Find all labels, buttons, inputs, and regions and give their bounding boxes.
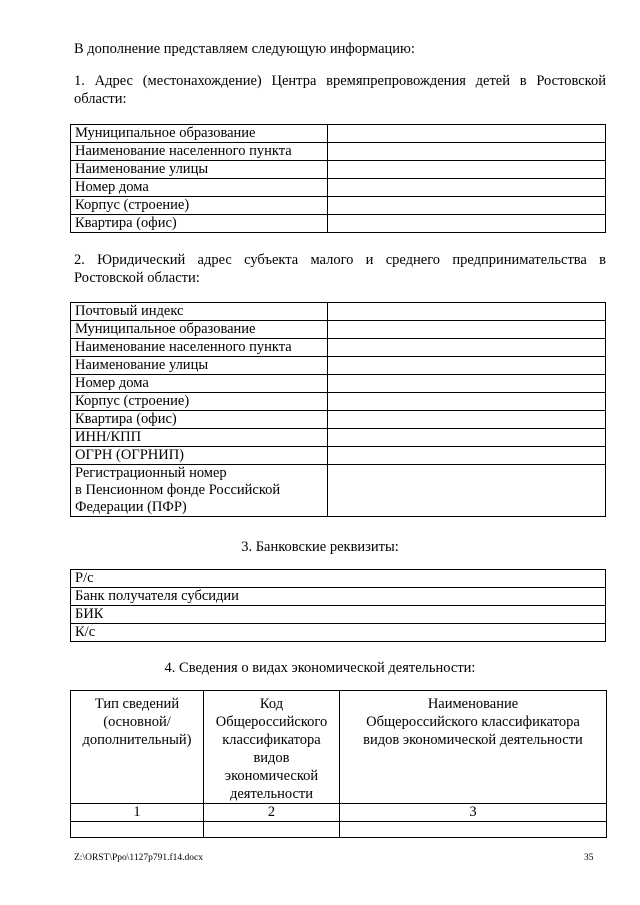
field-label: Наименование улицы: [71, 161, 328, 179]
field-label: Наименование населенного пункта: [71, 143, 328, 161]
col1-line: дополнительный): [82, 732, 192, 748]
col1-line: Тип сведений: [94, 696, 180, 712]
table-row: [71, 606, 606, 624]
table-row: [71, 125, 606, 143]
table-row: [71, 375, 606, 393]
field-label: Наименование населенного пункта: [71, 339, 328, 357]
col1-header: [71, 691, 204, 804]
table-row: [71, 447, 606, 465]
col-number-1: 1: [71, 804, 204, 822]
field-value-cell[interactable]: [328, 179, 606, 197]
table-row: [71, 215, 606, 233]
col3-header: [340, 691, 607, 804]
field-value-cell[interactable]: [328, 215, 606, 233]
field-value-cell[interactable]: [328, 429, 606, 447]
footer-page-number: 35: [584, 853, 594, 863]
field-label: Корпус (строение): [71, 393, 328, 411]
table-row: [71, 465, 606, 517]
section3-table: [70, 569, 606, 642]
pfr-line-2: в Пенсионном фонде Российской: [75, 482, 281, 498]
field-label: ИНН/КПП: [71, 429, 328, 447]
field-label: Р/с: [71, 570, 606, 588]
table-row: [71, 321, 606, 339]
field-label: Квартира (офис): [71, 215, 328, 233]
col2-line: Общероссийского: [215, 714, 328, 730]
col3-line: Общероссийского классификатора: [366, 714, 580, 730]
table-row: [71, 624, 606, 642]
okved-cell-name[interactable]: [340, 822, 607, 838]
field-label: Корпус (строение): [71, 197, 328, 215]
field-value-cell[interactable]: [328, 143, 606, 161]
table-row: [71, 143, 606, 161]
field-value-cell[interactable]: [328, 303, 606, 321]
field-label: ОГРН (ОГРНИП): [71, 447, 328, 465]
col2-line: классификатора: [222, 732, 321, 748]
section1-heading: 1. Адрес (местонахождение) Центра времяпрепровождения детей в Ростовской области:: [74, 73, 606, 107]
pfr-line-1: Регистрационный номер: [75, 465, 227, 481]
section4-heading: 4. Сведения о видах экономической деятельности:: [164, 660, 476, 676]
table-row: [71, 161, 606, 179]
table-row: [71, 411, 606, 429]
col2-line: видов: [253, 750, 290, 766]
field-label: Номер дома: [71, 179, 328, 197]
col3-line: видов экономической деятельности: [363, 732, 583, 748]
table-row: [71, 303, 606, 321]
table-row: [71, 570, 606, 588]
field-value-cell[interactable]: [328, 339, 606, 357]
col2-line: деятельности: [229, 786, 313, 802]
section2-table: [70, 302, 606, 517]
col-number-2: 2: [204, 804, 340, 822]
field-value-cell[interactable]: [328, 357, 606, 375]
okved-empty-row: [71, 822, 607, 838]
col1-line: (основной/: [103, 714, 171, 730]
section1-table: [70, 124, 606, 233]
col-number-3: 3: [340, 804, 607, 822]
field-label: Банк получателя субсидии: [71, 588, 606, 606]
field-value-cell[interactable]: [328, 411, 606, 429]
field-value-cell[interactable]: [328, 125, 606, 143]
field-label: БИК: [71, 606, 606, 624]
table-row: [71, 588, 606, 606]
col2-line: Код: [259, 696, 284, 712]
table-row: [71, 393, 606, 411]
pfr-line-3: Федерации (ПФР): [75, 499, 187, 515]
field-value-cell[interactable]: [328, 197, 606, 215]
table-row: [71, 357, 606, 375]
field-label: Наименование улицы: [71, 357, 328, 375]
field-value-cell[interactable]: [328, 161, 606, 179]
table-row: [71, 339, 606, 357]
field-label: Номер дома: [71, 375, 328, 393]
table-row: [71, 197, 606, 215]
col2-header: [204, 691, 340, 804]
section3-heading: 3. Банковские реквизиты:: [241, 539, 399, 555]
field-label: Квартира (офис): [71, 411, 328, 429]
intro-text: В дополнение представляем следующую информацию:: [74, 41, 415, 57]
col2-line: экономической: [224, 768, 319, 784]
footer-file-path: Z:\ORST\Ppo\1127p791.f14.docx: [74, 853, 203, 863]
section2-heading: 2. Юридический адрес субъекта малого и среднего предпринимательства в Ростовской области:: [74, 252, 606, 286]
okved-header-row: [71, 691, 607, 804]
okved-cell-type[interactable]: [71, 822, 204, 838]
field-label: Почтовый индекс: [71, 303, 328, 321]
field-label: Муниципальное образование: [71, 125, 328, 143]
field-label: Муниципальное образование: [71, 321, 328, 339]
field-value-cell[interactable]: [328, 321, 606, 339]
field-label: К/с: [71, 624, 606, 642]
okved-cell-code[interactable]: [204, 822, 340, 838]
field-value-cell[interactable]: [328, 393, 606, 411]
section4-table: [70, 690, 607, 838]
field-value-cell[interactable]: [328, 375, 606, 393]
col3-line: Наименование: [427, 696, 519, 712]
pfr-value-cell[interactable]: [328, 465, 606, 517]
field-value-cell[interactable]: [328, 447, 606, 465]
okved-number-row: [71, 804, 607, 822]
table-row: [71, 179, 606, 197]
table-row: [71, 429, 606, 447]
pfr-label: [71, 465, 328, 517]
